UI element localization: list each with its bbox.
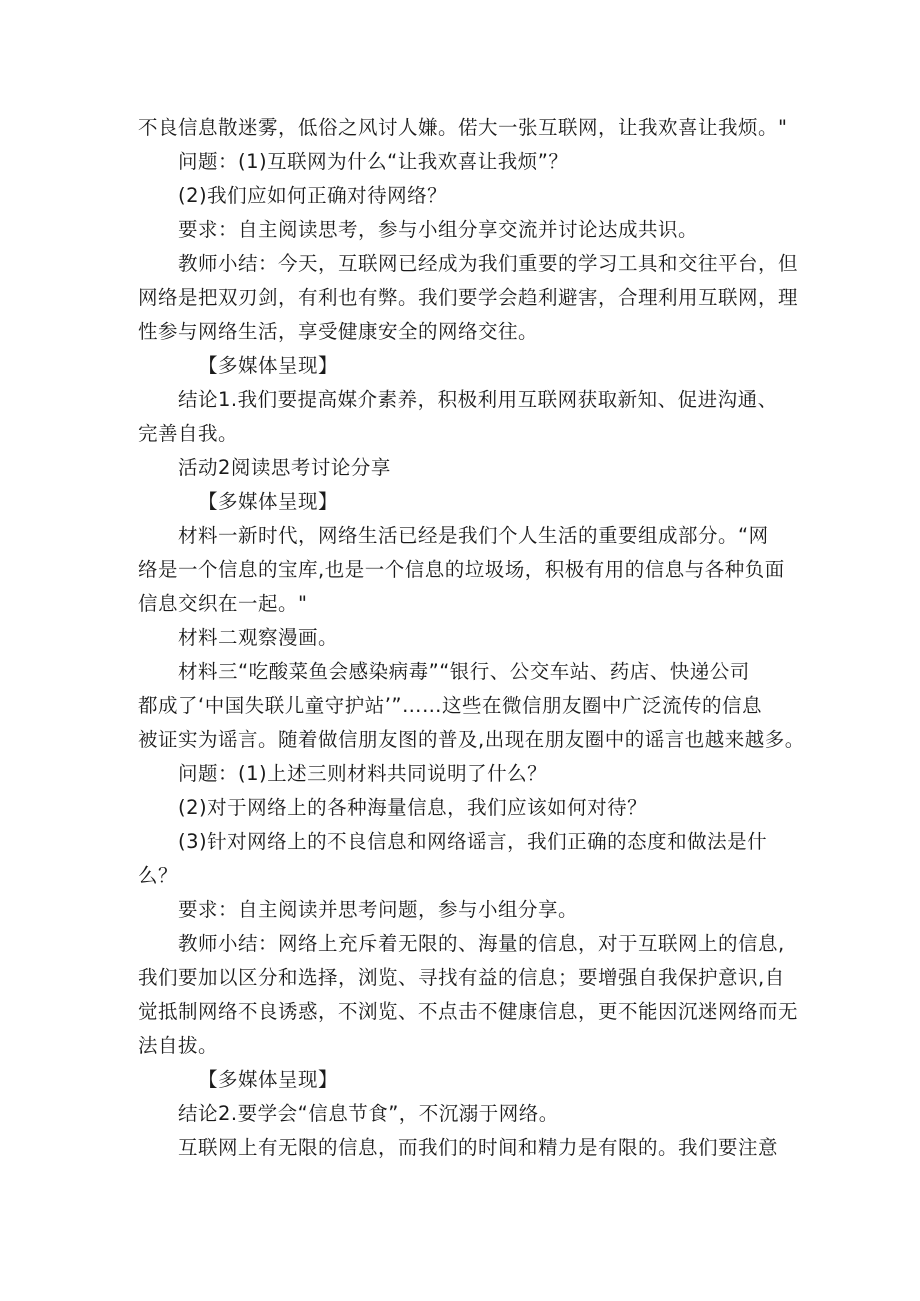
- body-text-line: 被证实为谣言。随着做信朋友图的普及,出现在朋友圈中的谣言也越来越多。: [138, 728, 805, 751]
- body-text-line: 都成了‘中国失联儿童守护站’”……这些在微信朋友圈中广泛流传的信息: [138, 694, 762, 717]
- body-text-line: 性参与网络生活，享受健康安全的网络交往。: [138, 320, 539, 343]
- summary-line: 教师小结：今天，互联网已经成为我们重要的学习工具和交往平台，但: [178, 252, 799, 275]
- question-line: (3)针对网络上的不良信息和网络谣言，我们正确的态度和做法是什: [178, 830, 768, 853]
- body-text-line: 觉抵制网络不良诱惑，不浏览、不点击不健康信息，更不能因沉迷网络而无: [138, 1000, 799, 1023]
- body-text-line: 法自拔。: [138, 1034, 219, 1057]
- question-line: 问题：(1)上述三则材料共同说明了什么？: [178, 762, 548, 785]
- question-line: (2)对于网络上的各种海量信息，我们应该如何对待？: [178, 796, 648, 819]
- conclusion-line: 结论2.要学会“信息节食”，不沉溺于网络。: [178, 1102, 559, 1125]
- question-line: 问题：(1)互联网为什么“让我欢喜让我烦”？: [178, 150, 569, 173]
- body-text-line: 信息交织在一起。": [138, 592, 308, 615]
- requirement-line: 要求：自主阅读并思考问题，参与小组分享。: [178, 898, 579, 921]
- activity-heading: 活动2阅读思考讨论分享: [178, 456, 391, 479]
- material-line: 材料一新时代，网络生活已经是我们个人生活的重要组成部分。“网: [178, 524, 769, 547]
- body-text-line: 不良信息散迷雾，低俗之风讨人嫌。偌大一张互联网，让我欢喜让我烦。": [138, 116, 788, 139]
- conclusion-line: 结论1.我们要提高媒介素养，积极利用互联网获取新知、促进沟通、: [178, 388, 778, 411]
- material-line: 材料三“吃酸菜鱼会感染病毒”“银行、公交车站、药店、快递公司: [178, 660, 750, 683]
- body-text-line: 完善自我。: [138, 422, 239, 445]
- body-text-line: 我们要加以区分和选择，浏览、寻找有益的信息；要增强自我保护意识,自: [138, 966, 785, 989]
- multimedia-marker: 【多媒体呈现】: [198, 490, 339, 513]
- body-text-line: 么？: [138, 864, 179, 887]
- summary-line: 教师小结：网络上充斥着无限的、海量的信息，对于互联网上的信息,: [178, 932, 785, 955]
- body-text-line: 络是一个信息的宝库,也是一个信息的垃圾场，积极有用的信息与各种负面: [138, 558, 785, 581]
- question-line: (2)我们应如何正确对待网络？: [178, 184, 448, 207]
- multimedia-marker: 【多媒体呈现】: [198, 1068, 339, 1091]
- multimedia-marker: 【多媒体呈现】: [198, 354, 339, 377]
- body-text-line: 互联网上有无限的信息，而我们的时间和精力是有限的。我们要注意: [178, 1136, 779, 1159]
- material-line: 材料二观察漫画。: [178, 626, 339, 649]
- requirement-line: 要求：自主阅读思考，参与小组分享交流并讨论达成共识。: [178, 218, 699, 241]
- body-text-line: 网络是把双刃剑，有利也有弊。我们要学会趋利避害，合理利用互联网，理: [138, 286, 799, 309]
